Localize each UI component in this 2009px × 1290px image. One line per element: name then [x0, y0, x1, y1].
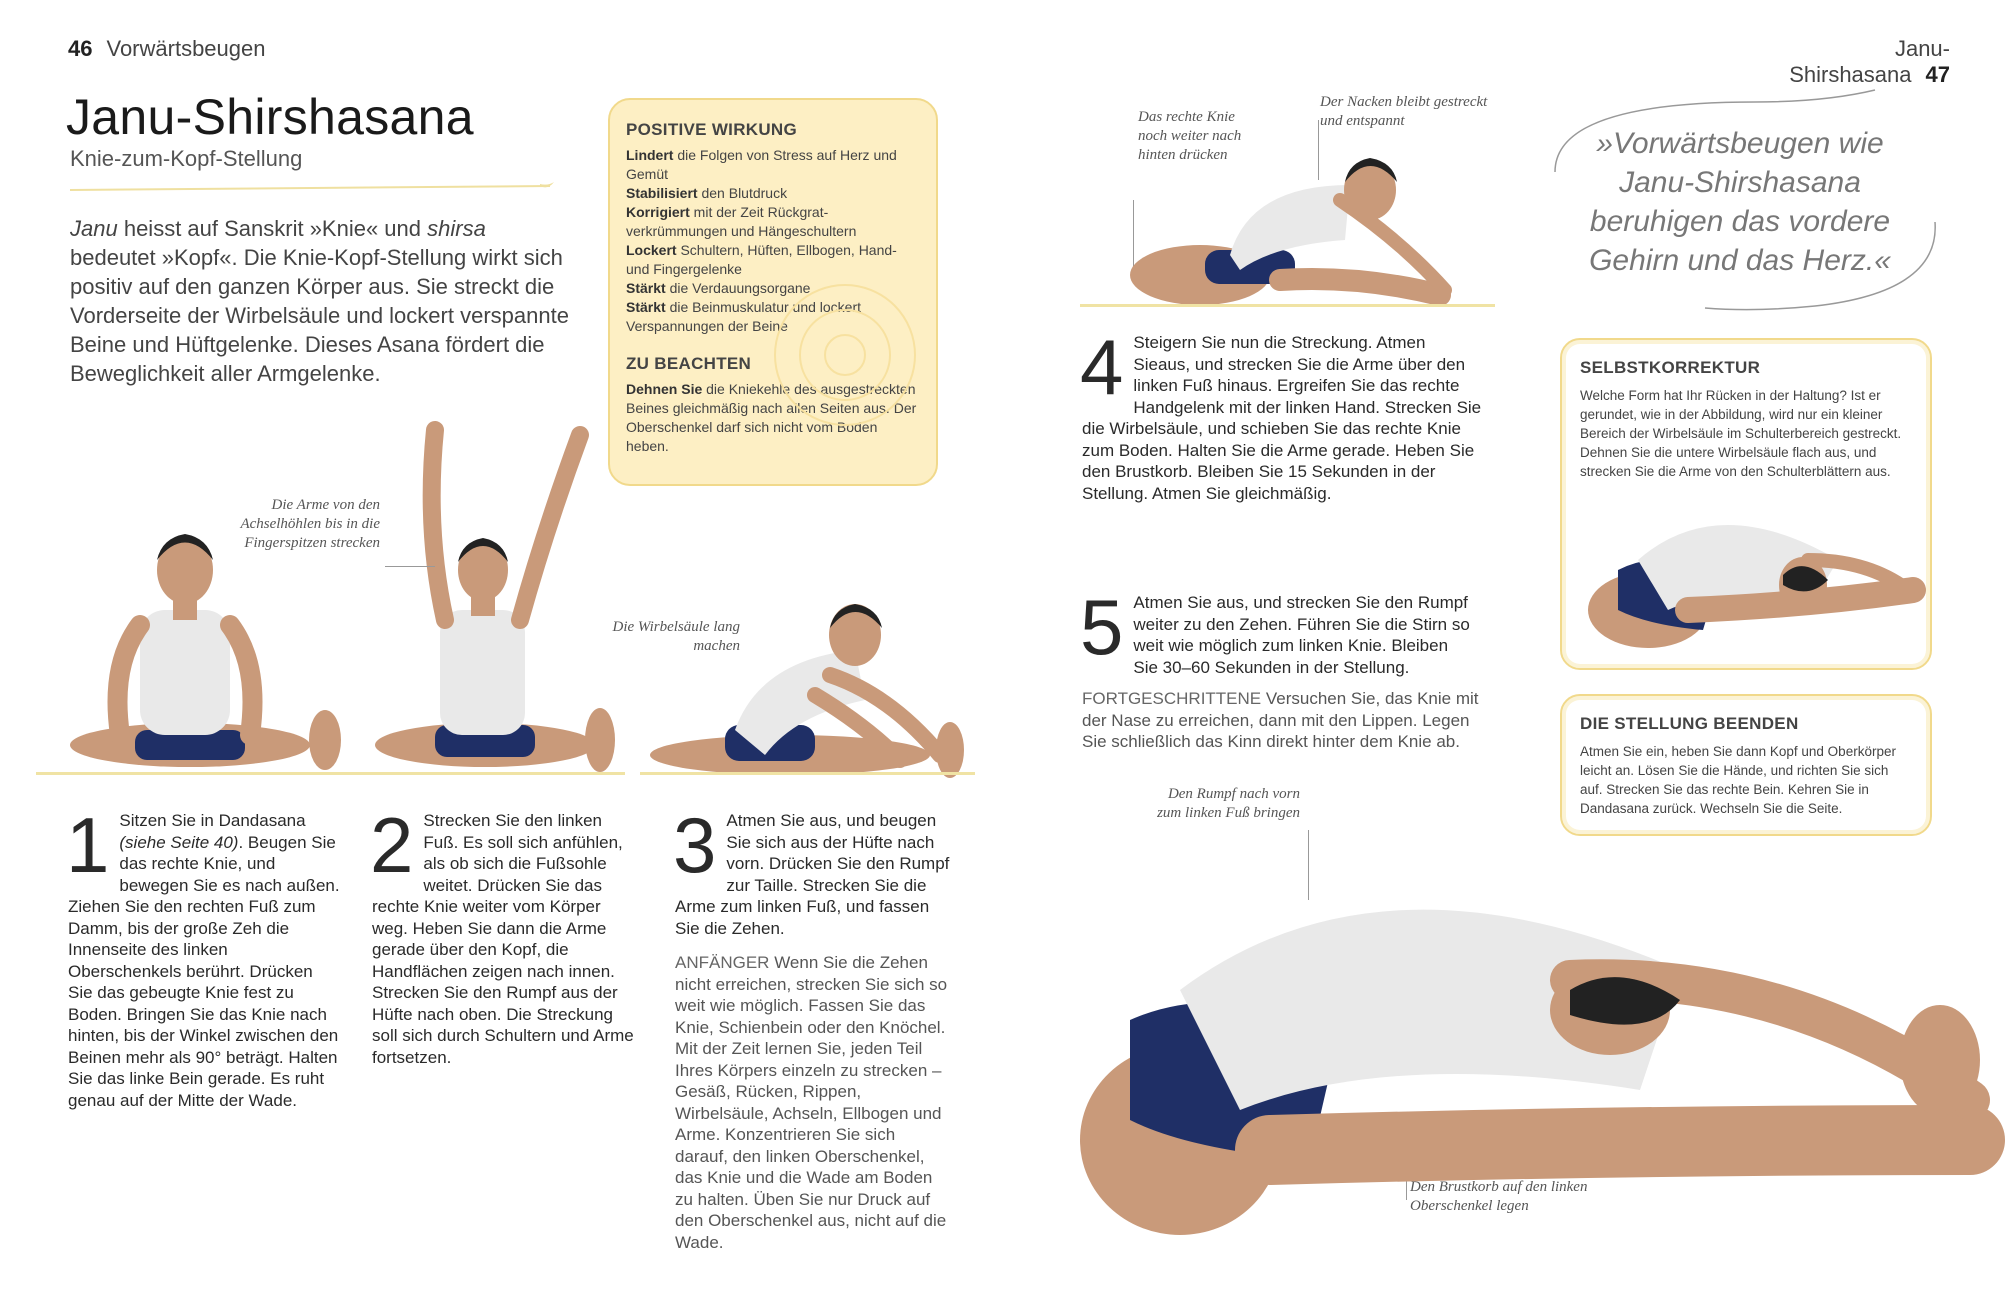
step-2-text: Strecken Sie den linken Fuß. Es soll sich anfühlen, als ob sich die Fußsohle weitet. Drücken Sie das rechte Knie weiter vom Körper weg. Heben Sie dann die Arme gerade über den Kopf, die Handflächen zeigen nach innen. Strecken Sie den Rumpf aus der Hüfte nach oben. Die Streckung soll sich durch Schultern und Arme fortsetzen.	[372, 811, 634, 1067]
beginner-label: ANFÄNGER	[675, 953, 770, 972]
caption-knee: Das rechte Knie noch weiter nach hinten drücken	[1138, 109, 1242, 163]
end-pose-box	[1560, 694, 1932, 836]
effect-item: Stärkt die Beinmuskulatur und lockert Verspannungen der Beine	[626, 299, 862, 334]
figure-step-2	[355, 420, 625, 780]
positive-effects-box	[608, 98, 938, 486]
step-3-number: 3	[673, 801, 717, 889]
step-3	[673, 801, 950, 939]
effect-item: Lindert die Folgen von Stress auf Herz und Gemüt	[626, 147, 897, 182]
intro-text-2: bedeutet »Kopf«. Die Knie-Kopf-Stellung wirkt sich positiv auf den ganzen Körper aus. Sie streckt die Vorderseite der Wirbelsäule und lockert verspannte Beine und Hüftgelenke. Dieses Asana fördert die Beweglichkeit aller Armgelenke.	[70, 245, 569, 386]
step-3-text: Atmen Sie aus, und beugen Sie sich aus der Hüfte nach vorn. Drücken Sie den Rumpf zur Taille. Strecken Sie die Arme zum linken Fuß, und fassen Sie die Zehen.	[675, 811, 950, 938]
step-4-text: Steigern Sie nun die Streckung. Atmen Sieaus, und strecken Sie die Arme über den linken Fuß hinaus. Ergreifen Sie das rechte Handgelenk mit der linken Hand. Strecken Sie die Wirbelsäule, und schieben Sie das rechte Knie zum Boden. Halten Sie die Arme gerade. Heben Sie den Brustkorb. Bleiben Sie 15 Sekunden in der Stellung. Atmen Sie gleichmäßig.	[1082, 333, 1482, 503]
advanced-label: FORTGESCHRITTENE	[1082, 689, 1262, 708]
right-section-title: Janu-Shirshasana	[1789, 36, 1950, 87]
step-1-number: 1	[66, 801, 110, 889]
self-correction-image	[1578, 490, 1918, 655]
step-2-number: 2	[370, 801, 414, 889]
intro-text-1: heisst auf Sanskrit »Knie« und	[117, 216, 428, 241]
self-correction-text: Welche Form hat Ihr Rücken in der Haltung? Ist er gerundet, wie in der Abbildung, wird nur ein kleiner Bereich der Wirbelsäule im Schulterbereich gestreckt. Dehnen Sie die untere Wirbelsäule flach aus, und strecken Sie die Arme von den Schulterblättern aus.	[1580, 388, 1902, 479]
positive-effects-heading: POSITIVE WIRKUNG	[626, 120, 798, 139]
floor-line-2	[355, 772, 625, 775]
left-page-number: 46	[68, 36, 93, 61]
step-3-beginner-note	[675, 952, 950, 1253]
effect-item: Stabilisiert den Blutdruck	[626, 185, 788, 201]
figure-step-1	[40, 530, 360, 780]
floor-line-4	[1080, 304, 1495, 307]
step-5-number: 5	[1080, 583, 1124, 671]
beginner-text: Wenn Sie die Zehen nicht erreichen, strecken Sie sich so weit wie möglich. Fassen Sie das Knie, Schienbein oder den Knöchel. Mit der Zeit lernen Sie, jeden Teil Ihres Körpers einzeln zu strecken – Gesäß, Rücken, Rippen, Wirbelsäule, Achseln, Ellbogen und Arme. Konzentrieren Sie sich darauf, den linken Oberschenkel, das Knie und die Wade am Boden zu halten. Üben Sie nur Druck auf den Oberschenkel aus, nicht auf die Wade.	[675, 953, 948, 1252]
mandala-watermark	[760, 270, 930, 440]
step-2	[370, 801, 637, 1068]
decorative-divider	[70, 178, 560, 200]
step-5-advanced-note	[1082, 688, 1482, 753]
floor-line-3	[640, 772, 975, 775]
caption-neck: Der Nacken bleibt gestreckt und entspannt	[1320, 94, 1488, 129]
caption-chest: Den Brustkorb auf den linken Oberschenkel legen	[1410, 1179, 1588, 1214]
right-page-number: 47	[1925, 62, 1950, 87]
page-title: Janu-Shirshasana	[66, 89, 474, 145]
figure-step-4	[1120, 150, 1460, 310]
self-correction-box	[1560, 338, 1932, 670]
step-5	[1080, 583, 1477, 678]
step-1-text-b: . Beugen Sie das rechte Knie, und bewegen Sie es nach außen. Ziehen Sie den rechten Fuß zum Damm, bis der große Zeh die Innenseite des linken Oberschenkels berührt. Drücken Sie das gebeugte Knie fest zu Boden. Bringen Sie das Knie nach hinten, bis der Winkel zwischen den Beinen mehr als 90° beträgt. Halten Sie das linke Bein gerade. Es ruht genau auf der Mitte der Wade.	[68, 832, 340, 1110]
effect-item: Lockert Schultern, Hüften, Ellbogen, Hand- und Fingergelenke	[626, 242, 897, 277]
step-4	[1080, 323, 1482, 504]
end-pose-text: Atmen Sie ein, heben Sie dann Kopf und Oberkörper leicht an. Lösen Sie die Hände, und richten Sie sich auf. Strecken Sie das rechte Bein. Kehren Sie in Dandasana zurück. Wechseln Sie die Seite.	[1580, 744, 1896, 816]
caution-text: Dehnen Sie die Kniekehle des ausgestreckten Beines gleichmäßig nach allen Seiten aus. Der Oberschenkel darf sich nicht vom Boden heben.	[626, 381, 917, 454]
intro-term-janu: Janu	[70, 216, 118, 241]
left-section-title: Vorwärtsbeugen	[106, 36, 266, 61]
left-page-header	[68, 36, 265, 62]
caption-arms: Die Arme von den Achselhöhlen bis in die Fingerspitzen strecken	[240, 497, 380, 551]
step-1	[66, 801, 340, 1111]
effect-item: Stärkt die Verdauungsorgane	[626, 280, 811, 296]
intro-term-shirsa: shirsa	[427, 216, 486, 241]
right-page-header	[1740, 36, 1950, 88]
self-correction-heading: SELBSTKORREKTUR	[1580, 358, 1761, 377]
step-5-text: Atmen Sie aus, und strecken Sie den Rumpf weiter zu den Zehen. Führen Sie die Stirn so weit wie möglich zum linken Knie. Bleiben Sie 30–60 Sekunden in der Stellung.	[1133, 593, 1470, 677]
step-1-text-a: Sitzen Sie in Dandasana	[119, 811, 306, 830]
effect-item: Korrigiert mit der Zeit Rückgrat-verkrümmungen und Hängeschultern	[626, 204, 857, 239]
step-1-reference: (siehe Seite 40)	[119, 832, 239, 852]
caption-torso: Den Rumpf nach vorn zum linken Fuß bringen	[1157, 786, 1300, 821]
figure-final-pose	[1070, 860, 1990, 1260]
page-subtitle: Knie-zum-Kopf-Stellung	[70, 146, 303, 171]
pull-quote: »Vorwärtsbeugen wie Janu-Shirshasana beruhigen das vordere Gehirn und das Herz.«	[1589, 127, 1891, 277]
step-4-number: 4	[1080, 323, 1124, 411]
caution-heading: ZU BEACHTEN	[626, 354, 752, 373]
end-pose-heading: DIE STELLUNG BEENDEN	[1580, 714, 1799, 733]
advanced-text: Versuchen Sie, das Knie mit der Nase zu erreichen, dann mit den Lippen. Legen Sie schließlich das Kinn direkt hinter dem Knie ab.	[1082, 689, 1479, 751]
caption-arms-leader	[385, 566, 435, 567]
floor-line-1	[36, 772, 366, 775]
intro-paragraph	[70, 214, 575, 388]
caption-spine: Die Wirbelsäule lang machen	[612, 619, 740, 654]
